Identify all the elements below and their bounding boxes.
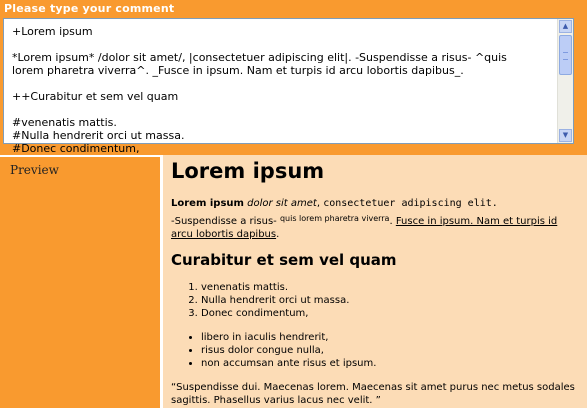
unordered-list <box>173 331 376 370</box>
preview-heading-2: Curabitur et sem vel quam <box>171 251 397 269</box>
editor-line <box>12 77 552 90</box>
preview-sidebar <box>0 155 160 408</box>
editor-line: #venenatis mattis. <box>12 116 117 129</box>
editor-line: #Nulla hendrerit orci ut massa. <box>12 129 185 142</box>
unordered-list-item: • risus dolor congue nulla, <box>201 344 376 357</box>
scrollbar-thumb[interactable] <box>559 35 572 75</box>
preview-panel <box>163 157 587 408</box>
editor-line: +Lorem ipsum <box>12 25 93 38</box>
editor-line: *Lorem ipsum* /dolor sit amet/, |consectetuer adipiscing elit|. -Suspendisse a risus- ^quis <box>12 51 507 64</box>
period-text: . <box>389 216 393 227</box>
comma-text: , <box>316 198 320 209</box>
editor-line: lorem pharetra viverra^. _Fusce in ipsum. Nam et turpis id arcu lobortis dapibus_. <box>12 64 464 77</box>
comment-textarea-content[interactable] <box>12 25 552 155</box>
scroll-down-arrow-icon[interactable]: ▼ <box>559 129 572 142</box>
monospace-text: consectetuer adipiscing elit. <box>323 198 498 209</box>
italic-text: dolor sit amet <box>247 198 317 209</box>
period-text-end: . <box>276 229 280 240</box>
editor-line: #Donec condimentum, <box>12 142 140 155</box>
editor-line <box>12 103 552 116</box>
comment-header-bar <box>0 0 587 155</box>
preview-paragraph <box>171 197 581 210</box>
preview-paragraph-continued <box>171 212 581 241</box>
unordered-list-item: • libero in iaculis hendrerit, <box>201 331 376 344</box>
ordered-list-item: 2. Nulla hendrerit orci ut massa. <box>201 294 349 307</box>
editor-line <box>12 38 552 51</box>
textarea-scrollbar[interactable] <box>557 19 573 143</box>
editor-line: ++Curabitur et sem vel quam <box>12 90 179 103</box>
preview-heading-1: Lorem ipsum <box>171 159 325 183</box>
underlined-text: Fusce in ipsum. Nam et turpis id arcu lobortis dapibus <box>171 216 558 240</box>
comment-textarea[interactable] <box>3 18 574 155</box>
comment-header-title: Please type your comment <box>4 2 175 15</box>
ordered-list-item: 3. Donec condimentum, <box>201 307 349 320</box>
grip-icon <box>563 52 568 60</box>
superscript-text: quis lorem pharetra viverra <box>279 214 390 223</box>
scroll-up-arrow-icon[interactable]: ▲ <box>559 20 572 33</box>
struck-text: -Suspendisse a risus- <box>171 216 277 227</box>
ordered-list <box>173 281 349 320</box>
ordered-list-item: 1. venenatis mattis. <box>201 281 349 294</box>
blockquote: “Suspendisse dui. Maecenas lorem. Maecenas sit amet purus nec metus sodales sagittis. Phasellus varius lacus nec velit. ” <box>171 382 575 406</box>
bold-text: Lorem ipsum <box>171 198 244 209</box>
preview-label: Preview <box>10 163 59 177</box>
unordered-list-item: • non accumsan ante risus et ipsum. <box>201 357 376 370</box>
